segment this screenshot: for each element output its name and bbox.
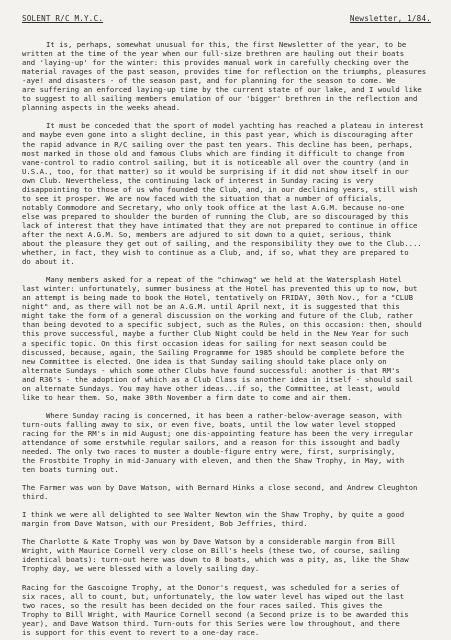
- club-name: SOLENT R/C M.Y.C.: [22, 14, 104, 23]
- paragraph-charlotte-kate: The Charlotte & Kate Trophy was won by Dave Watson by a considerable margin from Bill Wright, with Maurice Cornell very close on Bill's heels (these two, of course, sailing identical boats): turn-out here was down to 8 boats, which was a pity, as, like the Shaw Trophy day, we were blessed with a lovely sailing day.: [22, 537, 409, 574]
- paragraph-intro: It is, perhaps, somewhat unusual for this, the first Newsletter of the year, to be written at the time of the year when our full-size brethren are hauling out their boats and 'laying-up' for the winter: this provides manual work in carefully checking over the material ravages of the past season, provides time for reflection on the triumphs, pleasures -aye! and disasters - of the season past, and for planning for the season to come. We are suffering an enforced laying-up time by the current state of our lake, and I would like to suggest to all sailing members emulation of our 'bigger' brethren in the reflection and planning aspects in the weeks ahead.: [22, 40, 427, 113]
- newsletter-issue: Newsletter, 1/84.: [349, 14, 431, 23]
- page-header: [22, 14, 435, 23]
- paragraph-farmer: The Farmer was won by Dave Watson, with Bernard Hinks a close second, and Andrew Cleughton third.: [22, 483, 418, 502]
- paragraph-gascoigne: Racing for the Gascoigne Trophy, at the Donor's request, was scheduled for a series of six races, all to count, but, unfortunately, the low water level has wiped out the last two races, so the result has been decided on the four races sailed. This gives the Trophy to Bill Wright, with Maurice Cornell second (a Second prize is to be awarded this year), and Dave Watson third. Turn-outs for this Series were low throughout, and there is support for this event to revert to a one-day race.: [22, 582, 409, 637]
- paragraph-shaw-trophy: I think we were all delighted to see Walter Newton win the Shaw Trophy, by quite a good margin from Dave Watson, with our President, Bob Jeffries, third.: [22, 510, 405, 529]
- paragraph-sunday-racing: Where Sunday racing is concerned, it has been a rather-below-average season, with turn-outs falling away to six, or even five, boats, until the low water level stopped racing for the RM's in mid August; one dis-appointing feature has been the very irregular attendance of some erstwhile regular sailors, and a reason for this issought and badly needed. The only two races to muster a double-figure entry were, first, surprisingly, the Frostbite Trophy in mid-January with eleven, and then the Shaw Trophy, in May, with ten boats turning out.: [22, 410, 413, 475]
- paragraph-decline: It must be conceded that the sport of model yachting has reached a plateau in interest and maybe even gone into a slight decline, in this past year, which is discouraging after the rapid advance in R/C sailing over the past ten years. This decline has been, perhaps, most marked in those old and famous Clubs which are finding it difficult to change from vane-control to radio control sailing, but it is noticeable all over the country (and in U.S.A., too, for that matter) so it would be surprising if it did not show itself in our own Club. Nevertheless, the continuing lack of interest in Sunday racing is very disappointing to those of us who founded the Club, and, in our declining years, still wish to see it prosper. We are now faced with the situation that a number of officials, notably Commodore and Secretary, who only took office at the last A.G.M. because no-one else was prepared to shoulder the burden of running the Club, are so discouraged by this lack of interest that they have intimated that they are not prepared to continue in office after the next A.G.M. So, members are adjured to sit down to a quiet, serious, think about the pleasure they get out of sailing, and the responsibility they owe to the Club.... whether, in fact, they wish to continue as a Club, and, if so, what they are prepared to do about it.: [22, 121, 424, 267]
- paragraph-club-night: Many members asked for a repeat of the "chinwag" we held at the Watersplash Hotel last winter: unfortunately, summer business at the Hotel has prevented this up to now, but an attempt is being made to book the Hotel, tentatively on FRIDAY, 30th Nov., for a "CLUB night" and, as there will not be an A.G.M. until April next, it is suggested that this might take the form of a general discussion on the working and future of the Club, rather than being devoted to a specific subject, such as the Rules, on this occasion: then, should this prove successful, maybe a further Club Night could be held in the New Year for such a specific topic. On this first occasion ideas for sailing for next season could be discussed, because, again, the Sailing Programme for 1985 should be complete before the new Committee is elected. One idea is that Sunday sailing should take place only on alternate Sundays - which some other Clubs have found successful: another is that RM's and R36's - the adoption of which as a Club Class is another idea in itself - should sail on alternate Sundays. You may have other ideas...if so, the Committee, at least, would like to hear them. So, make 30th November a firm date to come and air them.: [22, 275, 422, 402]
